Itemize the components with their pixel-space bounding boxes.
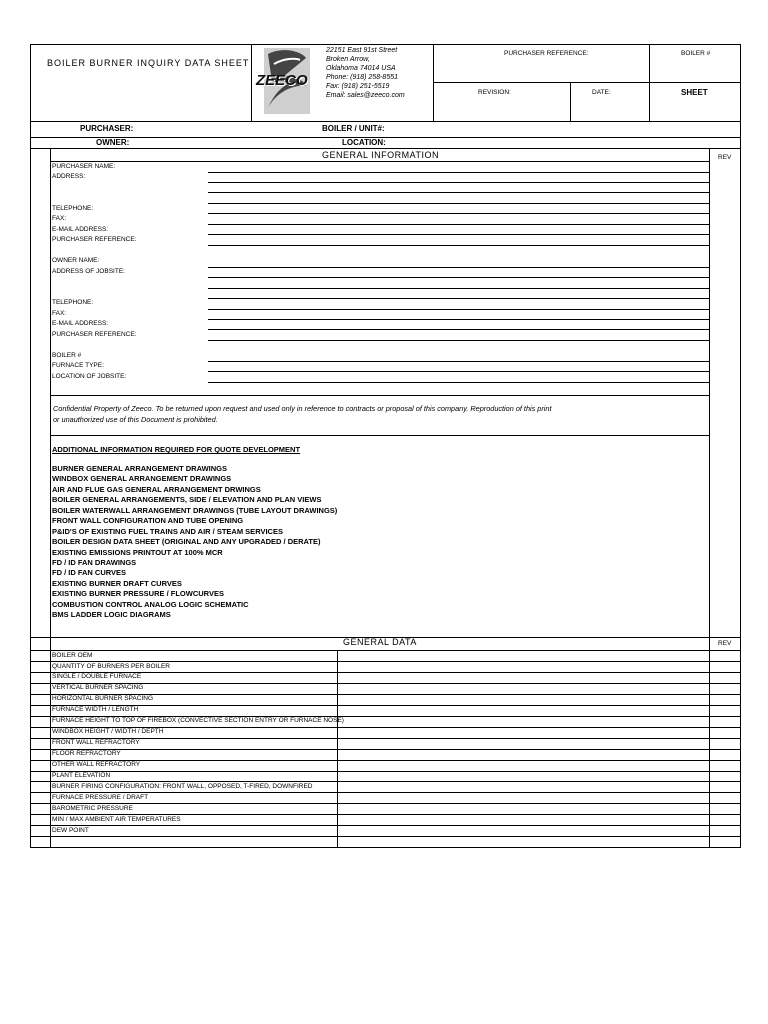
list-item: FRONT WALL CONFIGURATION AND TUBE OPENING [52, 516, 244, 526]
table-row-label: FURNACE WIDTH / LENGTH [52, 706, 139, 714]
table-row-label: DEW POINT [52, 826, 89, 834]
required-documents-list [52, 464, 337, 621]
table-row-label: QUANTITY OF BURNERS PER BOILER [52, 662, 170, 670]
boiler-unit-label: BOILER / UNIT#: [322, 124, 385, 133]
location-label: LOCATION: [342, 138, 386, 147]
additional-information-heading: ADDITIONAL INFORMATION REQUIRED FOR QUOTE DEVELOPMENT [52, 445, 301, 454]
list-item: COMBUSTION CONTROL ANALOG LOGIC SCHEMATIC [52, 599, 249, 609]
table-row-label: WINDBOX HEIGHT / WIDTH / DEPTH [52, 728, 164, 736]
table-row-label: FURNACE PRESSURE / DRAFT [52, 793, 149, 801]
list-item: AIR AND FLUE GAS GENERAL ARRANGEMENT DRWINGS [52, 484, 261, 494]
table-row-divider [30, 749, 741, 750]
field-purchaser-reference: PURCHASER REFERENCE: [52, 236, 137, 243]
field-telephone: TELEPHONE: [52, 205, 94, 212]
field-jobsite-address: ADDRESS OF JOBSITE: [52, 268, 125, 275]
list-item: FD / ID FAN CURVES [52, 568, 127, 578]
boiler-number-label: BOILER # [681, 50, 711, 57]
purchaser-label: PURCHASER: [80, 124, 134, 133]
list-item: FD / ID FAN DRAWINGS [52, 557, 137, 567]
field-jobsite-location: LOCATION OF JOBSITE: [52, 373, 127, 380]
field-owner-purchaser-reference: PURCHASER REFERENCE: [52, 331, 137, 338]
general-information-rev: REV [718, 154, 732, 161]
field-email: E-MAIL ADDRESS: [52, 226, 109, 233]
sheet-label: SHEET [681, 88, 708, 97]
list-item: BMS LADDER LOGIC DIAGRAMS [52, 610, 171, 620]
table-row-label: BAROMETRIC PRESSURE [52, 804, 133, 812]
list-item: P&ID'S OF EXISTING FUEL TRAINS AND AIR / STEAM SERVICES [52, 526, 283, 536]
table-row-label: BURNER FIRING CONFIGURATION: FRONT WALL, OPPOSED, T-FIRED, DOWNFIRED [52, 782, 313, 790]
list-item: EXISTING EMISSIONS PRINTOUT AT 100% MCR [52, 547, 223, 557]
table-row-label: BOILER OEM [52, 651, 93, 659]
general-information-title: GENERAL INFORMATION [322, 150, 440, 160]
list-item: BOILER DESIGN DATA SHEET (ORIGINAL AND ANY UPGRADED / DERATE) [52, 537, 321, 547]
field-owner-name: OWNER NAME: [52, 257, 100, 264]
table-row-divider [30, 836, 741, 837]
logo-text: ZEECO [256, 72, 308, 89]
list-item: EXISTING BURNER DRAFT CURVES [52, 578, 182, 588]
owner-label: OWNER: [96, 138, 130, 147]
field-address: ADDRESS: [52, 173, 86, 180]
field-purchaser-name: PURCHASER NAME: [52, 163, 116, 170]
field-owner-fax: FAX: [52, 310, 67, 317]
purchaser-reference-label: PURCHASER REFERENCE: [504, 50, 589, 57]
table-row-label: VERTICAL BURNER SPACING [52, 684, 144, 692]
table-row-divider [30, 771, 741, 772]
table-row-label: FLOOR REFRACTORY [52, 750, 121, 757]
table-row-label: HORIZONTAL BURNER SPACING [52, 695, 154, 703]
field-boiler-number: BOILER # [52, 352, 82, 359]
table-row-label: MIN / MAX AMBIENT AIR TEMPERATURES [52, 815, 181, 823]
list-item: BOILER WATERWALL ARRANGEMENT DRAWINGS (TUBE LAYOUT DRAWINGS) [52, 505, 338, 515]
list-item: WINDBOX GENERAL ARRANGEMENT DRAWINGS [52, 474, 232, 484]
list-item: BOILER GENERAL ARRANGEMENTS, SIDE / ELEVATION AND PLAN VIEWS [52, 495, 322, 505]
field-owner-email: E-MAIL ADDRESS: [52, 320, 109, 327]
revision-label: REVISION: [478, 89, 511, 96]
table-row-label: FURNACE HEIGHT TO TOP OF FIREBOX (CONVECTIVE SECTION ENTRY OR FURNACE NOSE) [52, 717, 344, 725]
confidentiality-notice: Confidential Property of Zeeco. To be returned upon request and used only in reference to contracts or proposal of this company. Reproduction of this print or unauthorized use of this Document is prohibited. [53, 404, 552, 424]
form-title: BOILER BURNER INQUIRY DATA SHEET [47, 58, 250, 68]
general-data-rev: REV [718, 640, 732, 647]
field-fax: FAX: [52, 215, 67, 222]
table-row-label: SINGLE / DOUBLE FURNACE [52, 673, 142, 681]
list-item: EXISTING BURNER PRESSURE / FLOWCURVES [52, 589, 224, 599]
list-item: BURNER GENERAL ARRANGEMENT DRAWINGS [52, 464, 228, 473]
table-row-divider [30, 825, 741, 826]
table-row-divider [30, 803, 741, 804]
table-row-label: FRONT WALL REFRACTORY [52, 739, 140, 747]
table-row-label: OTHER WALL REFRACTORY [52, 761, 141, 768]
company-address: 22151 East 91st Street Broken Arrow, Oklahoma 74014 USA Phone: (918) 258-8551 Fax: (918) 251-5519 Email: sales@zeeco.com [326, 47, 405, 100]
table-row-label: PLANT ELEVATION [52, 772, 111, 779]
field-furnace-type: FURNACE TYPE: [52, 362, 104, 369]
field-owner-telephone: TELEPHONE: [52, 299, 94, 306]
date-label: DATE: [592, 89, 611, 96]
general-data-title: GENERAL DATA [343, 637, 417, 647]
